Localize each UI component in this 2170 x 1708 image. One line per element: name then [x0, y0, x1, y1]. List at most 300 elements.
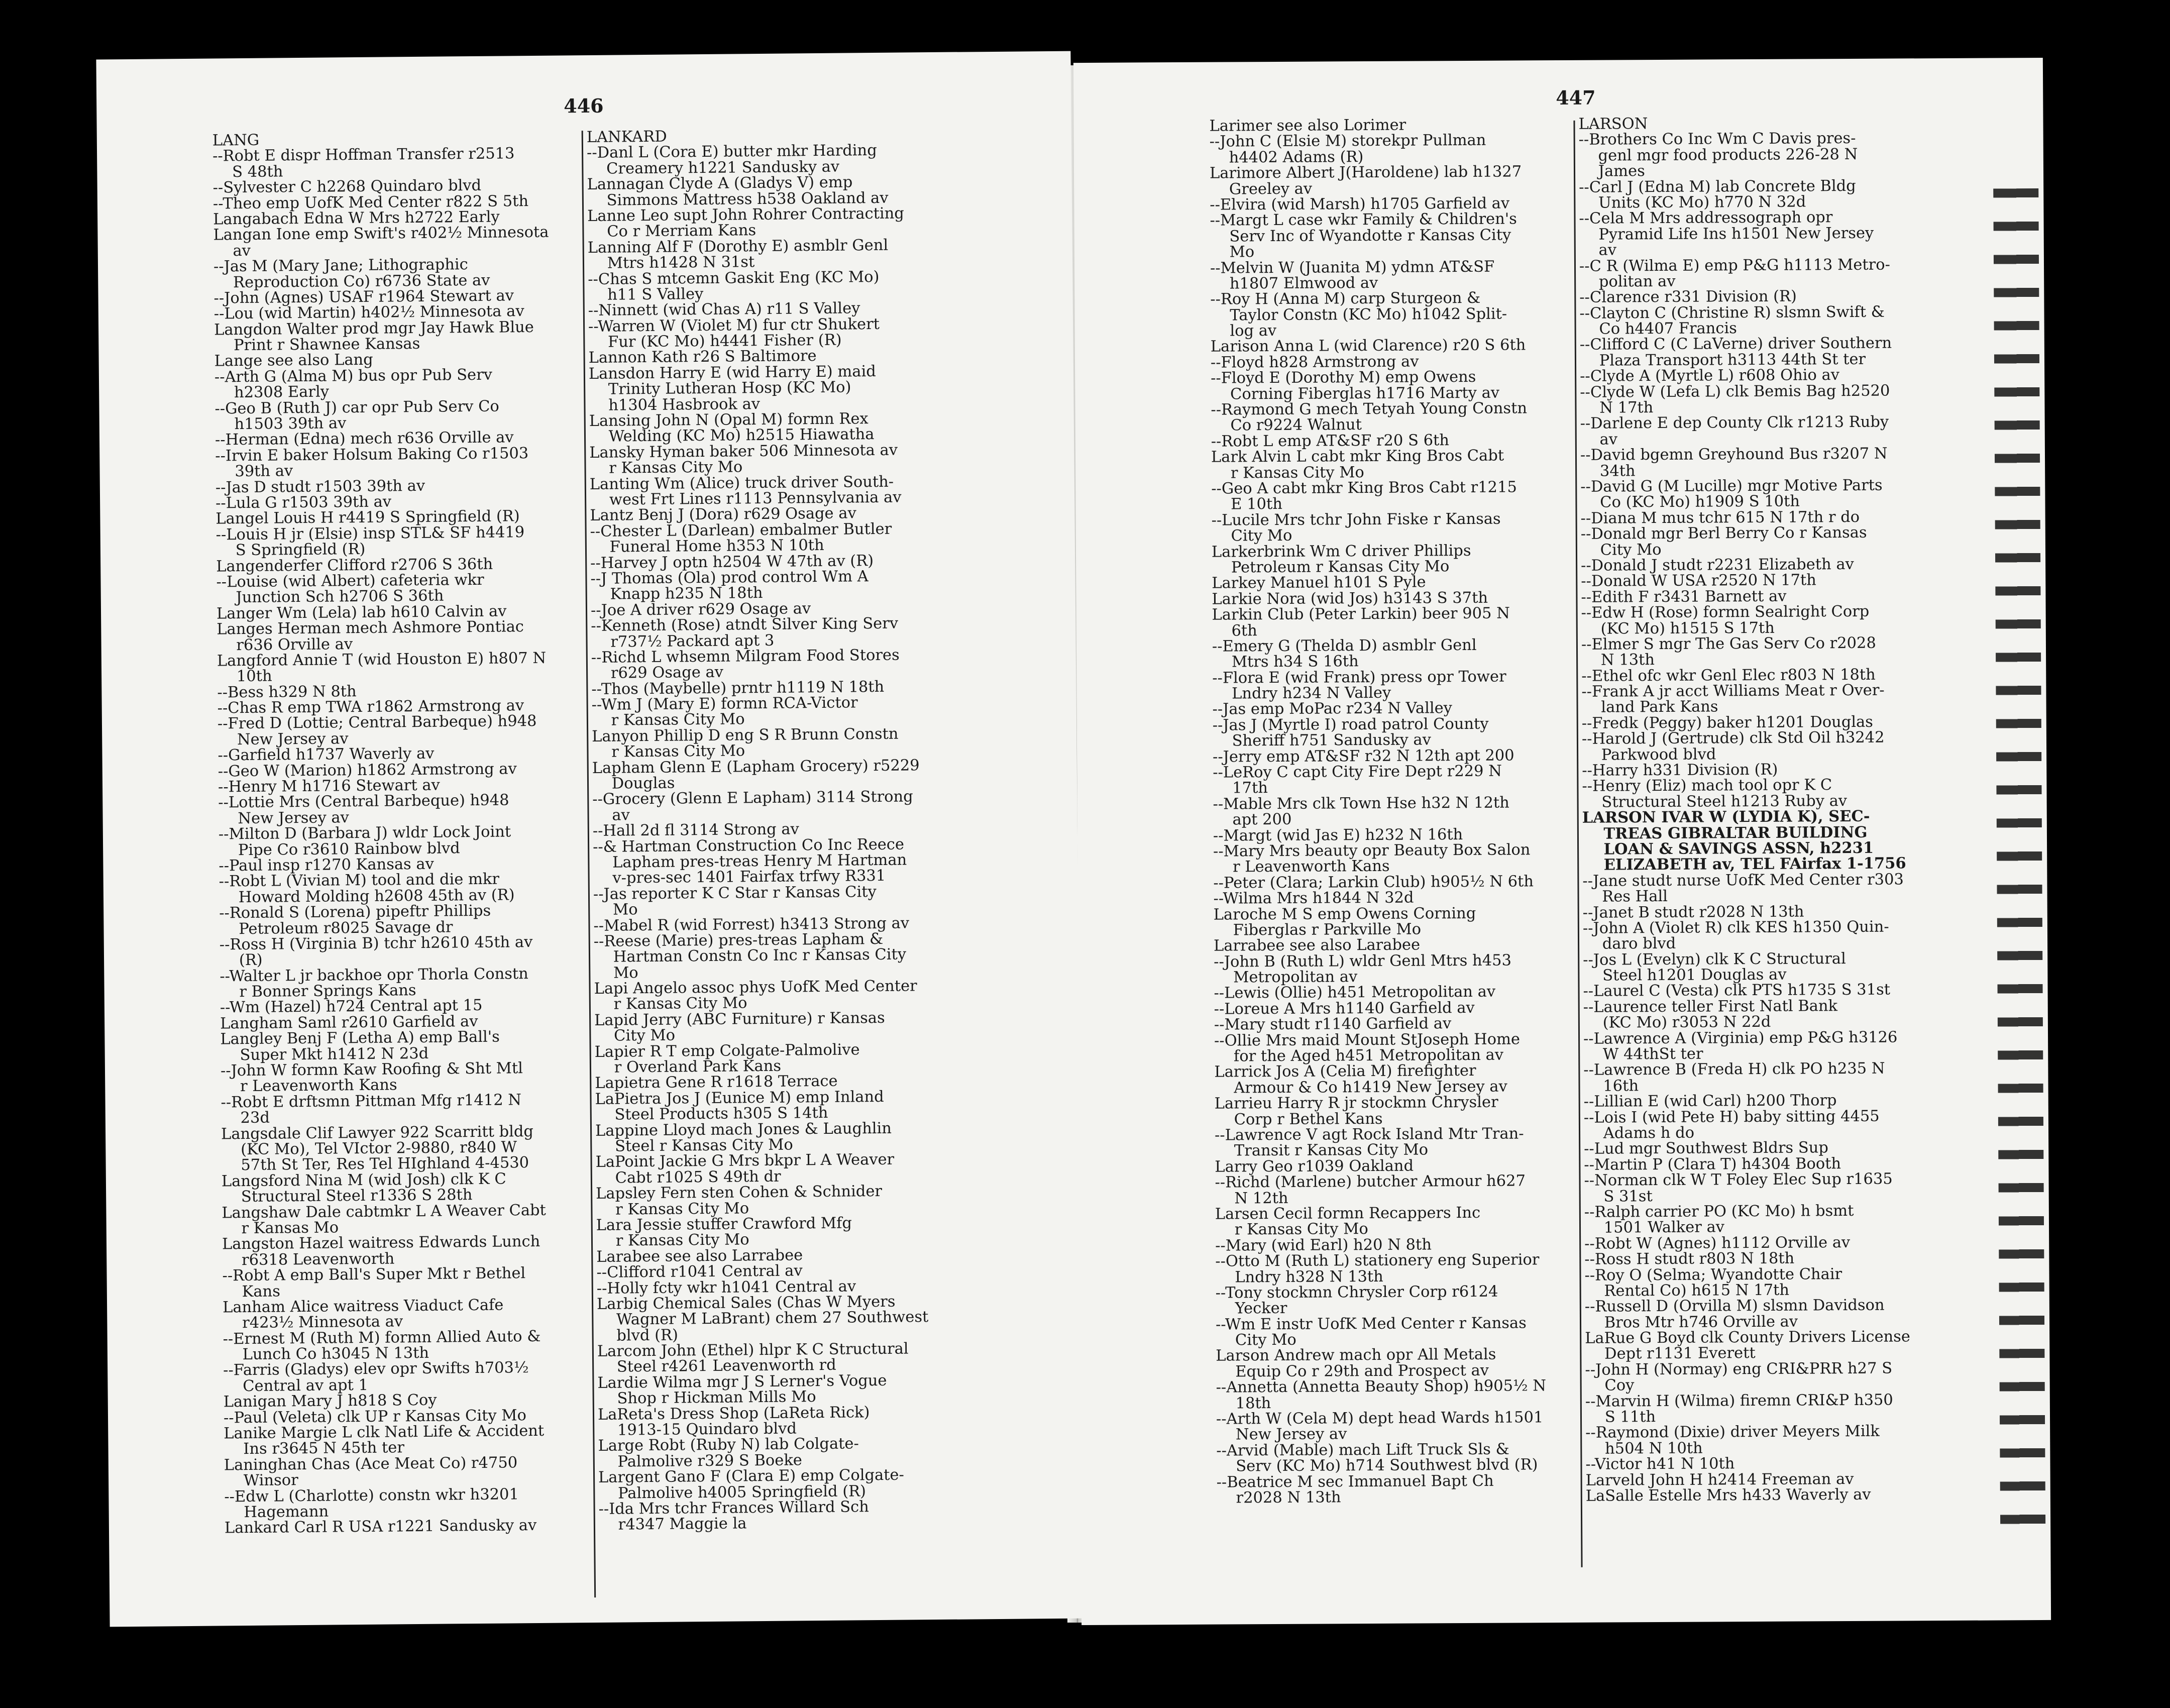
directory-entry-line: S 48th [212, 163, 283, 181]
directory-entry-line: genl mgr food products 226-28 N [1578, 145, 1858, 165]
directory-entry-line: h1304 Hasbrook av [589, 395, 761, 414]
directory-entry-line: --Janet B studt r2028 N 13th [1582, 903, 1804, 922]
directory-entry-line: Fiberglas r Parkville Mo [1213, 920, 1422, 939]
directory-entry-line: --Garfield h1737 Waverly av [218, 744, 435, 765]
directory-entry-line: N 13th [1581, 651, 1655, 670]
directory-entry-line: Lardie Wilma mgr J S Lerner's Vogue [597, 1371, 887, 1392]
directory-entry-line: S 31st [1584, 1187, 1653, 1206]
directory-entry-line: --Bess h329 N 8th [217, 682, 357, 702]
directory-entry-line: 1501 Walker av [1584, 1218, 1725, 1237]
directory-entry-line: --Ninnett (wid Chas A) r11 S Valley [588, 299, 860, 320]
directory-entry-line: --Margt (wid Jas E) h232 N 16th [1213, 825, 1463, 845]
directory-entry-line: --Jas J (Myrtle I) road patrol County [1212, 715, 1489, 734]
directory-entry-line: --Hall 2d fl 3114 Strong av [592, 820, 799, 840]
directory-entry-line: v-pres-sec 1401 Fairfax trfwy R331 [593, 867, 886, 888]
directory-entry-line: av [213, 242, 251, 260]
left-page [96, 51, 1084, 1627]
directory-entry-line: Lndry h234 N Valley [1212, 684, 1391, 703]
directory-entry-line: Super Mkt h1412 N 23d [220, 1044, 429, 1064]
directory-entry-line: Taylor Constn (KC Mo) h1042 Split- [1210, 305, 1507, 325]
directory-entry-line: --Donald mgr Berl Berry Co r Kansas [1580, 523, 1867, 543]
directory-entry-line: --Henry (Eliz) mach tool opr K C [1582, 776, 1832, 796]
directory-entry-line: --Margt L case wkr Family & Children's [1210, 210, 1517, 230]
directory-entry-line: Plaza Transport h3113 44th St ter [1579, 350, 1866, 370]
directory-entry-line: Petroleum r8025 Savage dr [219, 918, 453, 938]
directory-entry-line: av [592, 806, 630, 824]
directory-entry-line: --Lawrence A (Virginia) emp P&G h3126 [1583, 1028, 1898, 1048]
directory-entry-line: --Fred D (Lottie; Central Barbeque) h948 [217, 712, 537, 733]
directory-entry-line: --Carl J (Edna M) lab Concrete Bldg [1579, 177, 1856, 196]
directory-entry-line: --Grocery (Glenn E Lapham) 3114 Strong [592, 788, 913, 809]
directory-entry-line: Mo [1210, 243, 1255, 261]
directory-entry-line: r4347 Maggie la [598, 1515, 747, 1534]
right-page [1073, 58, 2051, 1625]
directory-entry-line: Rental Co) h615 N 17th [1584, 1281, 1790, 1300]
directory-entry-line: --Wm (Hazel) h724 Central apt 15 [220, 997, 483, 1017]
directory-entry-line: Lapham Glenn E (Lapham Grocery) r5229 [592, 756, 920, 777]
directory-entry-line: --Milton D (Barbara J) wldr Lock Joint [218, 823, 511, 843]
directory-entry-line: Yecker [1215, 1300, 1287, 1318]
directory-entry-line: Pipe Co r3610 Rainbow blvd [219, 839, 460, 860]
directory-column [1209, 117, 1547, 1506]
directory-entry-line: --Mable Mrs clk Town Hse h32 N 12th [1213, 794, 1509, 813]
directory-entry-line: --Geo A cabt mkr King Bros Cabt r1215 [1211, 478, 1517, 498]
directory-entry-line: Steel h1201 Douglas av [1583, 966, 1787, 985]
directory-entry-line: Steel r Kansas City Mo [595, 1136, 793, 1155]
directory-entry-line: Winsor [224, 1471, 298, 1490]
directory-entry-line: Lankard Carl R USA r1221 Sandusky av [224, 1517, 537, 1537]
directory-entry-line: Adams h do [1583, 1124, 1695, 1142]
directory-entry-line: --Ralph carrier PO (KC Mo) h bsmt [1584, 1202, 1854, 1221]
directory-entry-line: Larabee see also Larrabee [596, 1246, 803, 1266]
directory-entry-line: Mtrs h1428 N 31st [587, 253, 755, 273]
directory-entry-line: Laninghan Chas (Ace Meat Co) r4750 [224, 1454, 518, 1474]
directory-entry-line: --Wm J (Mary E) formn RCA-Victor [591, 694, 858, 714]
directory-entry-line: --Lou (wid Martin) h402½ Minnesota av [213, 302, 524, 323]
directory-entry-line: Larcom John (Ethel) hlpr K C Structural [597, 1340, 909, 1360]
directory-entry-line: Lanyon Phillip D eng S R Brunn Constn [592, 725, 899, 745]
directory-entry-line: --Ethel ofc wkr Genl Elec r803 N 18th [1581, 666, 1876, 685]
directory-entry-line: Palmolive h4005 Springfield (R) [598, 1482, 866, 1503]
directory-entry-line: Shop r Hickman Mills Mo [597, 1388, 816, 1408]
directory-entry-line: --Geo W (Marion) h1862 Armstrong av [218, 760, 517, 781]
directory-entry-line: Armour & Co h1419 New Jersey av [1214, 1078, 1507, 1097]
directory-entry-line: --Chester L (Darlean) embalmer Butler [590, 520, 892, 541]
directory-entry-line: Mo [594, 964, 638, 982]
directory-entry-line: --John B (Ruth L) wldr Genl Mtrs h453 [1214, 951, 1512, 971]
directory-entry-line: Langshaw Dale cabtmkr L A Weaver Cabt [222, 1201, 546, 1222]
directory-entry-line: Serv (KC Mo) h714 Southwest blvd (R) [1216, 1456, 1538, 1475]
directory-entry-line: Lansky Hyman baker 506 Minnesota av [589, 441, 898, 462]
directory-entry-line: Palmolive r329 S Boeke [598, 1451, 803, 1471]
directory-entry-line: LARSON IVAR W (LYDIA K), SEC- [1582, 807, 1870, 827]
directory-entry-line: --Jas reporter K C Star r Kansas City [593, 883, 877, 903]
directory-entry-line: Co h4407 Francis [1579, 319, 1737, 338]
directory-entry-line: Langston Hazel waitress Edwards Lunch [222, 1233, 540, 1253]
directory-entry-line: --J Thomas (Ola) prod control Wm A [590, 568, 869, 588]
directory-entry-line: Corning Fiberglas h1716 Marty av [1211, 384, 1500, 403]
directory-entry-line: r Leavenworth Kans [1213, 858, 1390, 876]
directory-entry-line: LOAN & SAVINGS ASSN, h2231 [1582, 838, 1874, 859]
directory-entry-line: --Emery G (Thelda D) asmblr Genl [1212, 636, 1477, 656]
directory-entry-line: --Geo B (Ruth J) car opr Pub Serv Co [214, 397, 499, 418]
directory-entry-line: Lapi Angelo assoc phys UofK Med Center [594, 977, 917, 998]
directory-entry-line: Metropolitan av [1214, 968, 1358, 987]
directory-entry-line: --Melvin W (Juanita M) ydmn AT&SF [1210, 258, 1495, 277]
directory-entry-line: Pyramid Life Ins h1501 New Jersey [1579, 224, 1874, 244]
directory-entry-line: Parkwood blvd [1582, 745, 1716, 764]
directory-entry-line: r6318 Leavenworth [222, 1250, 395, 1269]
directory-entry-line: --Robt E drftsmn Pittman Mfg r1412 N [221, 1091, 522, 1112]
directory-entry-line: av [1579, 241, 1617, 259]
directory-entry-line: Structural Steel h1213 Ruby av [1582, 792, 1848, 811]
directory-entry-line: r737½ Packard apt 3 [591, 631, 775, 651]
directory-entry-line: --Richd L whsemn Milgram Food Stores [591, 646, 900, 667]
directory-entry-line: Langdon Walter prod mgr Jay Hawk Blue [213, 318, 534, 339]
directory-entry-line: --Lawrence B (Freda H) clk PO h235 N [1583, 1060, 1885, 1080]
directory-entry-line: Langer Wm (Lela) lab h610 Calvin av [216, 602, 507, 623]
directory-entry-line: --Robt E dispr Hoffman Transfer r2513 [212, 145, 515, 165]
directory-entry-line: --Raymond G mech Tetyah Young Constn [1211, 399, 1528, 419]
directory-entry-line: Lanham Alice waitress Viaduct Cafe [222, 1296, 504, 1317]
directory-entry-line: Larrabee see also Larabee [1213, 936, 1421, 955]
directory-entry-line: --Marvin H (Wilma) firemn CRI&P h350 [1585, 1391, 1893, 1411]
directory-entry-line: for the Aged h451 Metropolitan av [1214, 1046, 1504, 1065]
directory-entry-line: LaPoint Jackie G Mrs bkpr L A Weaver [595, 1151, 895, 1171]
directory-entry-line: r636 Orville av [216, 635, 353, 654]
directory-entry-line: N 12th [1215, 1189, 1288, 1208]
directory-entry-line: (KC Mo) r3053 N 22d [1583, 1013, 1771, 1032]
directory-entry-line: Lange see also Lang [214, 351, 373, 370]
directory-entry-line: Largent Gano F (Clara E) emp Colgate- [598, 1466, 904, 1487]
directory-entry-line: Transit r Kansas City Mo [1215, 1141, 1429, 1160]
directory-entry-line: 39th av [215, 462, 293, 481]
directory-entry-line: Lanigan Mary J h818 S Coy [223, 1391, 437, 1411]
directory-entry-line: --Irvin E baker Holsum Baking Co r1503 [215, 444, 529, 465]
directory-entry-line: h11 S Valley [588, 285, 704, 304]
directory-entry-line: --Mary studt r1140 Garfield av [1214, 1015, 1452, 1034]
directory-entry-line: --Jos L (Evelyn) clk K C Structural [1583, 949, 1846, 969]
directory-entry-line: --Mabel R (wid Forrest) h3413 Strong av [593, 914, 910, 935]
directory-entry-line: r2028 N 13th [1216, 1488, 1341, 1507]
directory-entry-line: Lunch Co h3045 N 13th [223, 1344, 429, 1364]
directory-entry-line: Co r9224 Walnut [1211, 416, 1362, 435]
directory-entry-line: --John H (Normay) eng CRI&PRR h27 S [1585, 1359, 1893, 1379]
directory-entry-line: --Ross H (Virginia B) tchr h2610 45th av [219, 933, 533, 954]
directory-entry-line: --Edith F r3431 Barnett av [1581, 587, 1787, 606]
directory-entry-line: Larrieu Harry R jr stockmn Chrysler [1214, 1093, 1498, 1113]
directory-entry-line: E 10th [1211, 495, 1283, 514]
directory-entry-line: ELIZABETH av, TEL FAirfax 1-1756 [1582, 854, 1906, 875]
directory-entry-line: (KC Mo) h1515 S 17th [1581, 619, 1775, 638]
directory-entry-line: 17th [1213, 779, 1268, 798]
directory-entry-line: Coy [1585, 1376, 1635, 1395]
directory-entry-line: --Flora E (wid Frank) press opr Tower [1212, 668, 1506, 687]
directory-entry-line: Serv Inc of Wyandotte r Kansas City [1210, 226, 1511, 246]
directory-entry-line: 23d [221, 1109, 270, 1127]
directory-entry-line: Steel Products h305 S 14th [595, 1104, 828, 1124]
directory-entry-line: Douglas [592, 774, 675, 793]
directory-entry-line: --Ernest M (Ruth M) formn Allied Auto & [223, 1327, 541, 1348]
directory-entry-line: --Louise (wid Albert) cafeteria wkr [216, 571, 484, 591]
directory-entry-line: Lark Alvin L cabt mkr King Bros Cabt [1211, 447, 1504, 466]
directory-entry-line: Kans [222, 1282, 281, 1301]
directory-entry-line: --Elmer S mgr The Gas Serv Co r2028 [1581, 634, 1876, 654]
directory-entry-line: --Clyde A (Myrtle L) r608 Ohio av [1580, 366, 1840, 386]
directory-entry-line: --Wilma Mrs h1844 N 32d [1213, 889, 1414, 908]
directory-entry-line: City Mo [594, 1026, 676, 1045]
directory-entry-line: Welding (KC Mo) h2515 Hiawatha [589, 425, 875, 446]
directory-entry-line: --Wm E instr UofK Med Center r Kansas [1215, 1314, 1527, 1334]
directory-entry-line: --Fredk (Peggy) baker h1201 Douglas [1581, 713, 1873, 732]
directory-entry-line: --Donald J studt r2231 Elizabeth av [1581, 555, 1854, 575]
directory-entry-line: --Ollie Mrs maid Mount StJoseph Home [1214, 1030, 1521, 1050]
directory-entry-line: --Lewis (Ollie) h451 Metropolitan av [1214, 983, 1496, 1003]
directory-entry-line: --Farris (Gladys) elev opr Swifts h703½ [223, 1359, 529, 1379]
directory-entry-line: --Floyd E (Dorothy M) emp Owens [1211, 368, 1476, 387]
directory-entry-line: --Clifford C (C LaVerne) driver Southern [1579, 335, 1892, 354]
directory-entry-line: Junction Sch h2706 S 36th [216, 587, 444, 607]
directory-entry-line: --Ronald S (Lorena) pipeftr Phillips [219, 902, 491, 922]
directory-entry-line: west Frt Lines r1113 Pennsylvania av [589, 488, 902, 509]
directory-entry-line: --Cela M Mrs addressograph opr [1579, 208, 1833, 228]
directory-entry-line: r Kansas City Mo [589, 458, 743, 478]
directory-entry-line: Lansing John N (Opal M) formn Rex [589, 410, 869, 431]
directory-entry-line: Sheriff h751 Sandusky av [1212, 731, 1432, 750]
directory-entry-line: --Donald W USA r2520 N 17th [1581, 571, 1816, 591]
directory-entry-line: Trinity Lutheran Hosp (KC Mo) [589, 378, 851, 399]
directory-entry-line: S Springfield (R) [215, 541, 366, 560]
directory-entry-line: LaReta's Dress Shop (LaReta Rick) [597, 1403, 870, 1424]
directory-entry-line: N 17th [1580, 399, 1654, 417]
directory-entry-line: --Roy H (Anna M) carp Sturgeon & [1210, 289, 1481, 308]
directory-entry-line: New Jersey av [218, 730, 349, 749]
directory-entry-line: --Richd (Marlene) butcher Armour h627 [1215, 1172, 1526, 1192]
directory-entry-line: --Loreue A Mrs h1140 Garfield av [1214, 999, 1475, 1018]
directory-entry-line: 16th [1583, 1077, 1639, 1095]
directory-entry-line: Dept r1131 Everett [1585, 1344, 1756, 1363]
directory-entry-line: --Lillian E (wid Carl) h200 Thorp [1583, 1092, 1837, 1111]
directory-entry-line: LaRue G Boyd clk County Drivers License [1585, 1328, 1911, 1347]
directory-entry-line: --Robt A emp Ball's Super Mkt r Bethel [222, 1264, 526, 1285]
directory-entry-line: City Mo [1580, 541, 1662, 559]
directory-entry-line: --Henry M h1716 Stewart av [218, 776, 440, 796]
directory-entry-line: --Jas D studt r1503 39th av [215, 477, 425, 497]
directory-entry-line: --Harry h331 Division (R) [1582, 761, 1778, 780]
directory-entry-line: --Clyde W (Lefa L) clk Bemis Bag h2520 [1580, 382, 1890, 401]
directory-entry-line: Lanning Alf F (Dorothy E) asmblr Genl [587, 236, 889, 257]
directory-entry-line: Equip Co r 29th and Prospect av [1216, 1361, 1489, 1381]
directory-column [1578, 115, 1911, 1504]
directory-entry-line: --Harold J (Gertrude) clk Std Oil h3242 [1581, 728, 1885, 749]
directory-entry-line: apt 200 [1213, 811, 1292, 829]
directory-entry-line: log av [1210, 322, 1277, 340]
directory-entry-line: --Holly fcty wkr h1041 Central av [596, 1277, 856, 1298]
directory-entry-line: Larrick Jos A (Celia M) firefighter [1214, 1062, 1476, 1082]
directory-entry-line: Lantz Benj J (Dora) r629 Osage av [590, 504, 856, 525]
directory-entry-line: LaSalle Estelle Mrs h433 Waverly av [1585, 1485, 1871, 1505]
directory-entry-line: --LeRoy C capt City Fire Dept r229 N [1213, 762, 1502, 782]
directory-entry-line: Cabt r1025 S 49th dr [595, 1167, 781, 1187]
directory-entry-line: --Lud mgr Southwest Bldrs Sup [1584, 1139, 1828, 1158]
directory-entry-line: City Mo [1211, 526, 1292, 545]
directory-column [587, 127, 930, 1533]
directory-entry-line: Corp r Bethel Kans [1214, 1110, 1383, 1129]
directory-entry-line: --Elvira (wid Marsh) h1705 Garfield av [1210, 194, 1510, 214]
directory-entry-line: Reproduction Co) r6736 State av [213, 271, 490, 292]
directory-entry-line: --Harvey J optn h2504 W 47th av (R) [590, 552, 874, 572]
directory-entry-line: Lansdon Harry E (wid Harry E) maid [588, 362, 876, 383]
directory-entry-line: --Edw H (Rose) formn Sealright Corp [1581, 602, 1870, 622]
directory-entry-line: --Robt L (Vivian M) tool and die mkr [219, 870, 500, 891]
directory-entry-line: Wagner M LaBrant) chem 27 Southwest [597, 1308, 929, 1329]
directory-entry-line: --Mary Mrs beauty opr Beauty Box Salon [1213, 841, 1531, 861]
directory-entry-line: r423½ Minnesota av [223, 1313, 403, 1332]
directory-entry-line: Bros Mtr h746 Orville av [1584, 1313, 1798, 1332]
page-number: 447 [1556, 86, 1596, 110]
directory-entry-line: LaPietra Jos J (Eunice M) emp Inland [595, 1088, 884, 1108]
directory-entry-line: --Darlene E dep County Clk r1213 Ruby [1580, 413, 1889, 433]
directory-entry-line: --Lawrence V agt Rock Island Mtr Tran- [1214, 1125, 1524, 1144]
directory-entry-line: Larison Anna L (wid Clarence) r20 S 6th [1210, 336, 1526, 356]
directory-entry-line: --Jas emp MoPac r234 N Valley [1212, 699, 1453, 719]
directory-entry-line: Creamery h1221 Sandusky av [587, 158, 840, 178]
directory-entry-line: Greeley av [1210, 180, 1313, 198]
directory-entry-line: daro blvd [1582, 935, 1676, 953]
directory-entry-line: --Clayton C (Christine R) slsmn Swift & [1579, 303, 1885, 323]
directory-entry-line: --John A (Violet R) clk KES h1350 Quin- [1582, 918, 1889, 937]
directory-entry-line: Larson Andrew mach opr All Metals [1216, 1346, 1496, 1365]
directory-entry-line: Petroleum r Kansas City Mo [1212, 558, 1450, 577]
directory-column [212, 130, 560, 1536]
directory-entry-line: Lapietra Gene R r1618 Terrace [595, 1073, 838, 1093]
directory-entry-line: --Brothers Co Inc Wm C Davis pres- [1578, 130, 1856, 149]
directory-entry-line: Lannon Kath r26 S Baltimore [588, 347, 817, 367]
directory-entry-line: --Kenneth (Rose) atndt Silver King Serv [591, 614, 899, 635]
directory-entry-line: --Jerry emp AT&SF r32 N 12th apt 200 [1213, 746, 1514, 766]
directory-entry-line: r Kansas City Mo [591, 710, 745, 730]
directory-entry-line: Langley Benj F (Letha A) emp Ball's [220, 1028, 500, 1048]
directory-entry-line: --Joe A driver r629 Osage av [590, 599, 811, 619]
directory-entry-line: Larimore Albert J(Haroldene) lab h1327 [1209, 163, 1522, 182]
directory-entry-line: --Mary (wid Earl) h20 N 8th [1215, 1236, 1432, 1255]
directory-entry-line: --Roy O (Selma; Wyandotte Chair [1584, 1265, 1842, 1285]
directory-entry-line: --Robt W (Agnes) h1112 Orville av [1584, 1233, 1851, 1253]
column-heading: LANG [212, 131, 260, 150]
directory-entry-line: Ins r3645 N 45th ter [224, 1439, 405, 1458]
directory-entry-line: Lanting Wm (Alice) truck driver South- [589, 473, 894, 493]
directory-entry-line: Hartman Constn Co Inc r Kansas City [593, 945, 907, 967]
directory-entry-line: --Chas R emp TWA r1862 Armstrong av [217, 697, 524, 717]
directory-entry-line: --Reese (Marie) pres-treas Lapham & [593, 930, 884, 950]
directory-entry-line: Res Hall [1582, 888, 1668, 906]
page-number: 446 [564, 94, 604, 118]
directory-entry-line: r Bonner Springs Kans [220, 982, 416, 1001]
directory-entry-line: --Beatrice M sec Immanuel Bapt Ch [1216, 1472, 1494, 1491]
directory-entry-line: 10th [217, 667, 272, 686]
directory-entry-line: --Walter L jr backhoe opr Thorla Constn [220, 965, 528, 986]
directory-entry-line: --Diana M mus tchr 615 N 17th r do [1580, 508, 1860, 527]
directory-entry-line: --Theo emp UofK Med Center r822 S 5th [212, 192, 529, 213]
column-heading: LARSON [1578, 115, 1648, 133]
directory-entry-line: --Ida Mrs tchr Frances Willard Sch [598, 1498, 869, 1518]
directory-entry-line: --Edw L (Charlotte) constn wkr h3201 [224, 1485, 519, 1506]
directory-entry-line: --Annetta (Annetta Beauty Shop) h905½ N [1216, 1377, 1547, 1397]
directory-entry-line: (KC Mo), Tel VIctor 2-9880, r840 W [221, 1138, 517, 1159]
thumb-index-marks [1993, 188, 2045, 1545]
directory-entry-line: r Kansas City Mo [592, 742, 745, 762]
directory-entry-line: W 44thSt ter [1583, 1045, 1703, 1063]
directory-entry-line: --Chas S mtcemn Gaskit Eng (KC Mo) [588, 268, 880, 288]
directory-entry-line: --Lois I (wid Pete H) baby sitting 4455 [1583, 1107, 1880, 1127]
directory-entry-line: Structural Steel r1336 S 28th [222, 1186, 473, 1206]
directory-entry-line: James [1578, 162, 1645, 180]
directory-entry-line: S 11th [1585, 1408, 1656, 1426]
directory-entry-line: Lara Jessie stuffer Crawford Mfg [596, 1214, 852, 1234]
directory-entry-line: r629 Osage av [591, 663, 724, 683]
directory-entry-line: --Thos (Maybelle) prntr h1119 N 18th [591, 678, 885, 698]
directory-entry-line: 6th [1212, 621, 1257, 640]
directory-entry-line: Langabach Edna W Mrs h2722 Early [213, 208, 500, 229]
directory-entry-line: Knapp h235 N 18th [590, 584, 763, 604]
directory-entry-line: Larkin Club (Peter Larkin) beer 905 N [1212, 604, 1510, 624]
directory-entry-line: 1913-15 Quindaro blvd [598, 1420, 797, 1439]
directory-entry-line: --David bgemn Greyhound Bus r3207 N [1580, 445, 1888, 465]
directory-entry-line: Langsford Nina M (wid Josh) clk K C [221, 1170, 506, 1191]
directory-entry-line: Central av apt 1 [223, 1376, 369, 1396]
directory-entry-line: Fur (KC Mo) h4441 Fisher (R) [588, 331, 842, 352]
directory-entry-line: Print r Shawnee Kansas [214, 335, 420, 355]
directory-entry-line: Larimer see also Lorimer [1209, 116, 1406, 135]
directory-entry-line: r Overland Park Kans [594, 1057, 782, 1077]
directory-entry-line: Mo [593, 901, 638, 919]
directory-entry-line: --Robt L emp AT&SF r20 S 6th [1211, 431, 1450, 451]
directory-entry-line: City Mo [1216, 1331, 1296, 1349]
directory-entry-line: Larkie Nora (wid Jos) h3143 S 37th [1212, 589, 1488, 608]
directory-entry-line: Langan Ione emp Swift's r402½ Minnesota [213, 224, 549, 244]
directory-entry-line: --Danl L (Cora E) butter mkr Harding [586, 142, 877, 162]
directory-entry-line: land Park Kans [1581, 698, 1718, 717]
directory-entry-line: New Jersey av [218, 808, 349, 828]
directory-entry-line: blvd (R) [597, 1326, 679, 1345]
directory-entry-line: Co (KC Mo) h1909 S 10th [1580, 492, 1800, 512]
directory-entry-line: r Kansas City Mo [596, 1199, 749, 1219]
directory-entry-line: Langford Annie T (wid Houston E) h807 N [216, 649, 547, 670]
directory-entry-line: --Warren W (Violet M) fur ctr Shukert [588, 315, 880, 336]
directory-entry-line: --Arvid (Mable) mach Lift Truck Sls & [1216, 1440, 1509, 1460]
directory-entry-line: Lapsley Fern sten Cohen & Schnider [596, 1183, 883, 1203]
directory-entry-line: --Louis H jr (Elsie) insp STL& SF h4419 [215, 523, 525, 544]
directory-entry-line: h4402 Adams (R) [1209, 148, 1364, 167]
directory-entry-line: --Clarence r331 Division (R) [1579, 287, 1797, 307]
directory-entry-line: --Sylvester C h2268 Quindaro blvd [212, 177, 482, 197]
directory-entry-line: --Victor h41 N 10th [1585, 1455, 1735, 1473]
directory-entry-line: av [1580, 431, 1618, 449]
directory-entry-line: r Kansas City Mo [1215, 1220, 1368, 1239]
directory-entry-line: h1503 39th av [214, 414, 347, 434]
directory-entry-line: --Russell D (Orvilla M) slsmn Davidson [1584, 1296, 1885, 1316]
directory-entry-line: Larry Geo r1039 Oakland [1215, 1157, 1414, 1176]
directory-entry-line: Langsdale Clif Lawyer 922 Scarritt bldg [221, 1122, 534, 1143]
directory-entry-line: Lndry h328 N 13th [1215, 1267, 1383, 1287]
directory-entry-line: Larkerbrink Wm C driver Phillips [1211, 542, 1471, 561]
directory-entry-line: --Lula G r1503 39th av [215, 493, 392, 512]
directory-entry-line: Lapid Jerry (ABC Furniture) r Kansas [594, 1009, 885, 1029]
column-heading: LANKARD [586, 128, 667, 147]
directory-entry-line: r Kansas Mo [222, 1219, 339, 1238]
directory-entry-line: r Leavenworth Kans [221, 1076, 397, 1096]
directory-entry-line: Howard Molding h2608 45th av (R) [219, 886, 515, 907]
